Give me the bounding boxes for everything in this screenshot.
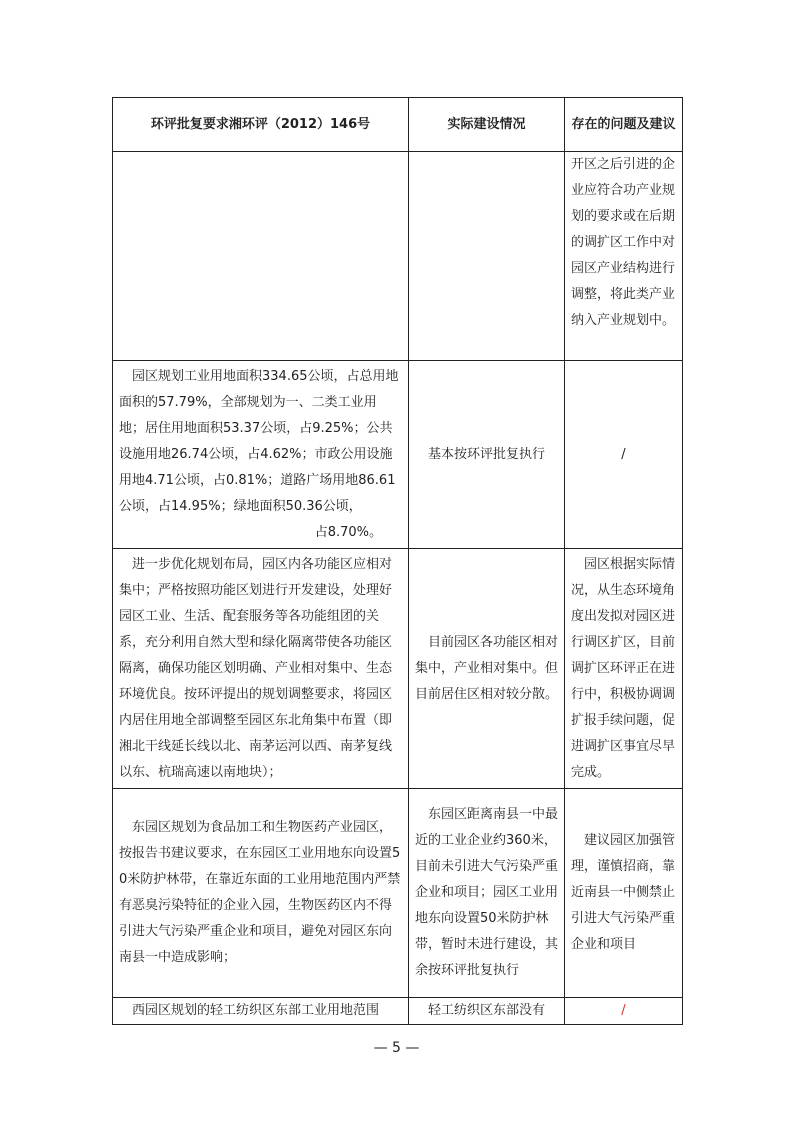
cell-requirement bbox=[113, 998, 409, 1025]
cell-requirement bbox=[113, 789, 409, 998]
cell-requirement-text: 西园区规划的轻工纺织区东部工业用地范围 bbox=[132, 1003, 380, 1018]
cell-issue: / bbox=[565, 998, 683, 1025]
header-issues: 存在的问题及建议 bbox=[565, 98, 683, 152]
cell-requirement-end: 占8.70%。 bbox=[314, 524, 382, 540]
cell-requirement-text: 园区规划工业用地面积334.65公顷，占总用地面积的57.79%，全部规划为一、二类工业用地；居住用地面积53.37公顷，占9.25%；公共设施用地26.74公顷，占4.62%；市政公用设施用地4.71公顷，占0.81%；道路广场用地86.61公顷，占14.95%；绿地面积50.36公顷， bbox=[119, 368, 399, 514]
cell-actual-text: 目前园区各功能区相对集中，产业相对集中。但目前居住区相对较分散。 bbox=[415, 634, 559, 702]
cell-actual-text: 东园区距离南县一中最近的工业企业约360米，目前未引进大气污染严重企业和项目；园区工业用地东向设置50米防护林带，暂时未进行建设，其余按环评批复执行 bbox=[415, 807, 559, 978]
cell-issue bbox=[565, 549, 683, 789]
cell-requirement bbox=[113, 549, 409, 789]
cell-issue: / bbox=[565, 361, 683, 549]
header-requirement: 环评批复要求湘环评（2012）146号 bbox=[113, 98, 409, 152]
cell-issue bbox=[565, 789, 683, 998]
table-row bbox=[113, 361, 683, 549]
table-row bbox=[113, 152, 683, 361]
page-number: — 5 — bbox=[373, 1040, 420, 1056]
cell-actual bbox=[409, 789, 565, 998]
table-row bbox=[113, 549, 683, 789]
cell-actual bbox=[409, 998, 565, 1025]
cell-actual bbox=[409, 549, 565, 789]
table-header-row bbox=[113, 98, 683, 152]
cell-requirement-text: 进一步优化规划布局，园区内各功能区应相对集中；严格按照功能区划进行开发建设，处理好园区工业、生活、配套服务等各功能组团的关系，充分利用自然大型和绿化隔离带使各功能区隔离，确保功能区划明确、产业相对集中、生态环境优良。按环评提出的规划调整要求，将园区内居住用地全部调整至园区东北角集中布置（即湘北干线延长线以北、南茅运河以西、南茅复线以东、杭瑞高速以南地块）； bbox=[119, 556, 393, 780]
cell-issue-text: 建议园区加强管理，谨慎招商，靠近南县一中侧禁止引进大气污染严重企业和项目 bbox=[571, 833, 676, 952]
cell-issue bbox=[565, 152, 683, 361]
cell-requirement-text: 东园区规划为食品加工和生物医药产业园区，按报告书建议要求，在东园区工业用地东向设置50米防护林带，在靠近东面的工业用地范围内严禁有恶臭污染特征的企业入园，生物医药区内不得引进大气污染严重企业和项目，避免对园区东向南县一中造成影响； bbox=[119, 820, 401, 965]
requirements-table bbox=[112, 97, 683, 1025]
cell-requirement bbox=[113, 361, 409, 549]
table-row bbox=[113, 998, 683, 1025]
cell-actual: 基本按环评批复执行 bbox=[409, 361, 565, 549]
header-actual: 实际建设情况 bbox=[409, 98, 565, 152]
cell-actual bbox=[409, 152, 565, 361]
cell-actual-text: 轻工纺织区东部没有 bbox=[428, 1003, 546, 1018]
table-row bbox=[113, 789, 683, 998]
cell-requirement bbox=[113, 152, 409, 361]
cell-issue-text: 开区之后引进的企业应符合功产业规划的要求或在后期的调扩区工作中对园区产业结构进行调整，将此类产业纳入产业规划中。 bbox=[571, 157, 676, 328]
cell-issue-text: 园区根据实际情况，从生态环境角度出发拟对园区进行调区扩区，目前调扩区环评正在进行中，积极协调调扩报手续问题，促进调扩区事宜尽早完成。 bbox=[571, 556, 676, 780]
